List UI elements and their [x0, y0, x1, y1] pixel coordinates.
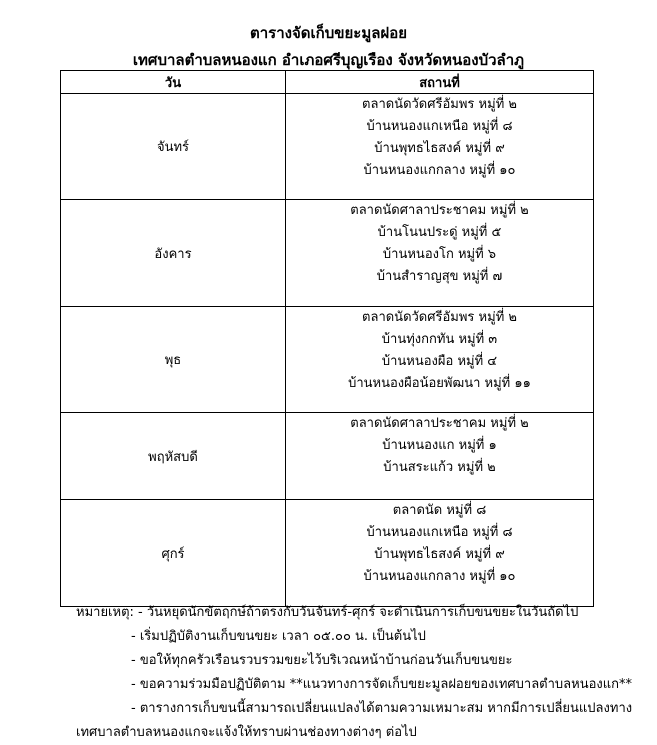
note-item: - วันหยุดนักขัตฤกษ์ถ้าตรงกับวันจันทร์-ศุกร์ จะดำเนินการเก็บขนขยะในวันถัดไป: [138, 605, 579, 620]
place-item: ตลาดนัดวัดศรีอัมพร หมู่ที่ ๒: [362, 310, 517, 325]
note-line: [76, 601, 636, 625]
place-item: บ้านหนองโก หมู่ที่ ๖: [382, 247, 497, 262]
places-cell: [286, 200, 594, 307]
day-cell: พฤหัสบดี: [61, 413, 286, 500]
place-item: บ้านโนนประดู่ หมู่ที่ ๕: [377, 225, 502, 240]
note-item: - ตารางการเก็บขนนี้สามารถเปลี่ยนแปลงได้ตามความเหมาะสม หากมีการเปลี่ยนแปลงทาง: [131, 701, 633, 716]
places-cell: [286, 413, 594, 500]
place-item: บ้านหนองผือน้อยพัฒนา หมู่ที่ ๑๑: [348, 376, 531, 391]
day-cell: จันทร์: [61, 94, 286, 200]
place-item: บ้านพุทธไธสงค์ หมู่ที่ ๙: [374, 141, 505, 156]
table-row: [61, 200, 594, 307]
place-item: ตลาดนัดวัดศรีอัมพร หมู่ที่ ๒: [362, 97, 517, 112]
note-item: - ขอให้ทุกครัวเรือนรวบรวมขยะไว้บริเวณหน้าบ้านก่อนวันเก็บขนขยะ: [131, 653, 513, 668]
place-item: บ้านพุทธไธสงค์ หมู่ที่ ๙: [374, 547, 505, 562]
place-item: บ้านหนองแก หมู่ที่ ๑: [382, 438, 497, 453]
notes-section: [76, 601, 636, 745]
table-header-row: [61, 71, 594, 94]
places-cell: [286, 94, 594, 200]
place-item: ตลาดนัด หมู่ที่ ๘: [392, 503, 487, 518]
note-item: - ขอความร่วมมือปฏิบัติตาม **แนวทางการจัดเก็บขยะมูลฝอยของเทศบาลตำบลหนองแก**: [131, 677, 633, 692]
place-item: บ้านสำราญสุข หมู่ที่ ๗: [376, 269, 503, 284]
place-item: บ้านหนองแกเหนือ หมู่ที่ ๘: [366, 119, 513, 134]
table-row: [61, 307, 594, 413]
note-item: - เริ่มปฏิบัติงานเก็บขนขยะ เวลา ๐๕.๐๐ น. เป็นต้นไป: [131, 629, 426, 644]
table-row: [61, 413, 594, 500]
places-cell: [286, 307, 594, 413]
schedule-table: [60, 70, 594, 607]
day-cell: อังคาร: [61, 200, 286, 307]
document-title: ตารางจัดเก็บขยะมูลฝอย: [250, 24, 407, 42]
place-item: ตลาดนัดศาลาประชาคม หมู่ที่ ๒: [350, 203, 529, 218]
table-row: [61, 500, 594, 607]
place-item: บ้านหนองแกกลาง หมู่ที่ ๑๐: [363, 569, 516, 584]
place-item: บ้านหนองแกเหนือ หมู่ที่ ๘: [366, 525, 513, 540]
place-item: บ้านทุ่งกกทัน หมู่ที่ ๓: [381, 332, 498, 347]
table-row: [61, 94, 594, 200]
place-item: บ้านสระแก้ว หมู่ที่ ๒: [383, 460, 496, 475]
place-item: ตลาดนัดศาลาประชาคม หมู่ที่ ๒: [350, 416, 529, 431]
notes-label: หมายเหตุ:: [76, 605, 134, 620]
places-cell: [286, 500, 594, 607]
day-cell: พุธ: [61, 307, 286, 413]
header-place: สถานที่: [286, 71, 594, 94]
note-continuation: เทศบาลตำบลหนองแกจะแจ้งให้ทราบผ่านช่องทางต่างๆ ต่อไป: [76, 725, 417, 740]
place-item: บ้านหนองแกกลาง หมู่ที่ ๑๐: [363, 163, 516, 178]
place-item: บ้านหนองผือ หมู่ที่ ๔: [381, 354, 498, 369]
header-day: วัน: [61, 71, 286, 94]
document-subtitle: เทศบาลตำบลหนองแก อำเภอศรีบุญเรือง จังหวัดหนองบัวลำภู: [132, 51, 525, 69]
day-cell: ศุกร์: [61, 500, 286, 607]
